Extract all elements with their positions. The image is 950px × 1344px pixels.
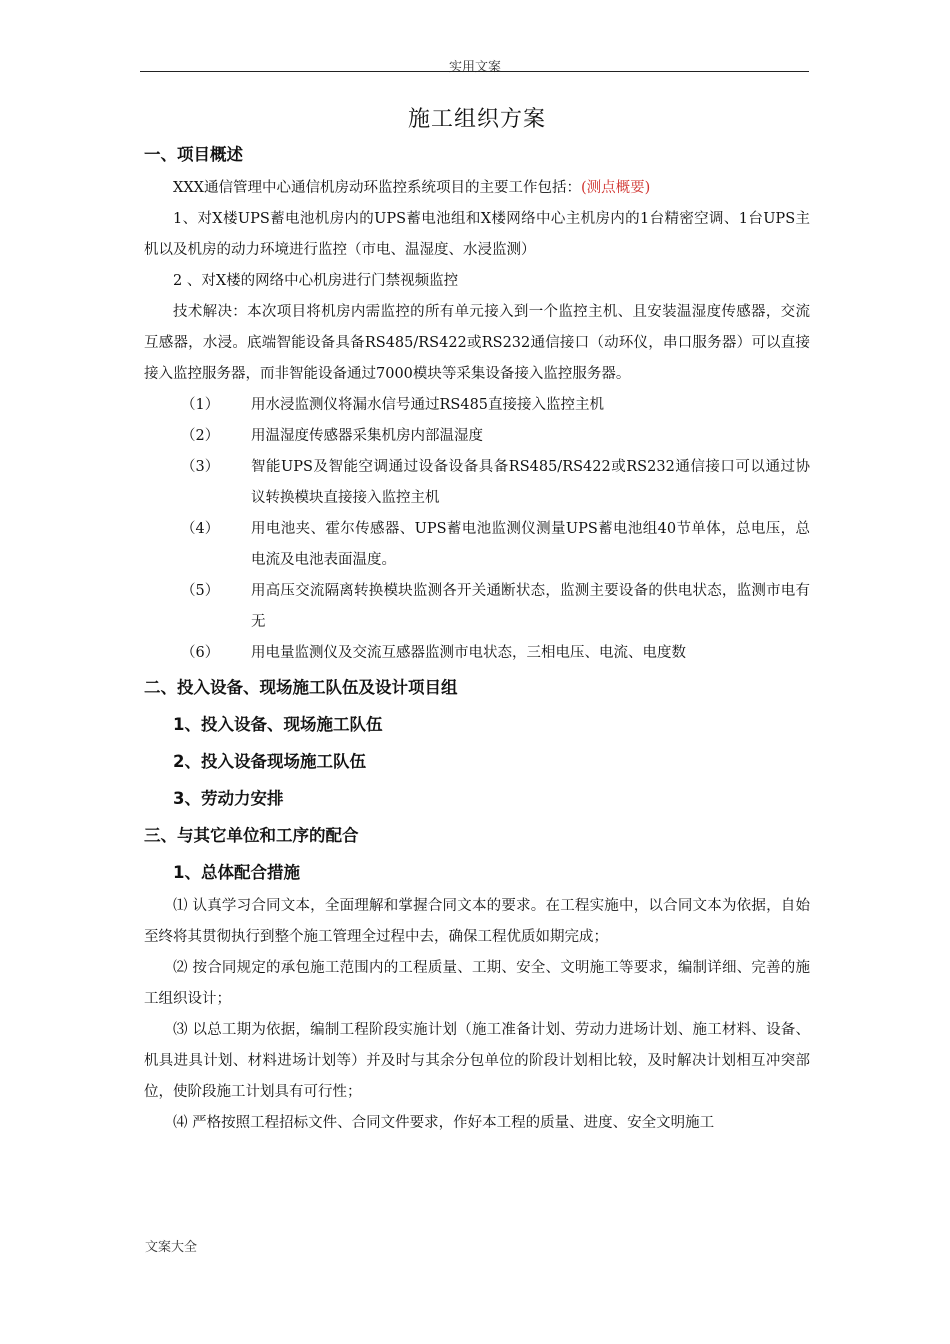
list-item xyxy=(144,514,810,576)
list-item-number: （2） xyxy=(181,428,220,444)
paragraph-technical-solution: 技术解决：本次项目将机房内需监控的所有单元接入到一个监控主机、且安装温湿度传感器，交流互感器，水浸。底端智能设备具备RS485/RS422或RS232通信接口（动环仪，串口服务器）可以直接接入监控服务器，而非智能设备通过7000模块等采集设备接入监控服务器。 xyxy=(144,304,810,382)
list-item-text: 智能UPS及智能空调通过设备设备具备RS485/RS422或RS232通信接口可以通过协议转换模块直接接入监控主机 xyxy=(251,459,810,506)
list-item-text: 用电池夹、霍尔传感器、UPS蓄电池监测仪测量UPS蓄电池组40节单体，总电压，总电流及电池表面温度。 xyxy=(251,521,810,568)
list-item-number: （4） xyxy=(181,521,220,537)
measure-paragraph: ⑴ 认真学习合同文本，全面理解和掌握合同文本的要求。在工程实施中，以合同文本为依据，自始至终将其贯彻执行到整个施工管理全过程中去，确保工程优质如期完成； xyxy=(144,898,810,945)
section-heading-1: 一、项目概述 xyxy=(144,145,243,164)
header-divider xyxy=(140,71,809,72)
list-item-text: 用温湿度传感器采集机房内部温湿度 xyxy=(251,428,483,444)
subsection-heading: 3、劳动力安排 xyxy=(173,789,284,808)
paragraph-scope-1: 1、对X楼UPS蓄电池机房内的UPS蓄电池组和X楼网络中心主机房内的1台精密空调、1台UPS主机以及机房的动力环境进行监控（市电、温湿度、水浸监测） xyxy=(144,211,810,258)
section-heading-3: 三、与其它单位和工序的配合 xyxy=(144,826,359,845)
list-item-text: 用高压交流隔离转换模块监测各开关通断状态，监测主要设备的供电状态，监测市电有无 xyxy=(251,583,810,630)
list-item-number: （3） xyxy=(181,459,220,475)
list-item-text: 用电量监测仪及交流互感器监测市电状态，三相电压、电流、电度数 xyxy=(251,645,686,661)
list-item xyxy=(144,421,810,452)
list-item-number: （6） xyxy=(181,645,220,661)
list-item xyxy=(144,390,810,421)
list-item-text: 用水浸监测仪将漏水信号通过RS485直接接入监控主机 xyxy=(251,397,605,413)
measure-paragraph: ⑶ 以总工期为依据，编制工程阶段实施计划（施工准备计划、劳动力进场计划、施工材料、设备、机具进具计划、材料进场计划等）并及时与其余分包单位的阶段计划相比较，及时解决计划相互冲突部位，使阶段施工计划具有可行性； xyxy=(144,1022,810,1100)
intro-text: XXX通信管理中心通信机房动环监控系统项目的主要工作包括： xyxy=(173,180,581,196)
list-item xyxy=(144,576,810,638)
document-title: 施工组织方案 xyxy=(407,107,546,132)
document-body xyxy=(144,104,810,1139)
subsection-heading: 2、投入设备现场施工队伍 xyxy=(173,752,366,771)
paragraph-scope-2: 2 、对X楼的网络中心机房进行门禁视频监控 xyxy=(173,273,459,289)
page-footer: 文案大全 xyxy=(145,1240,198,1255)
intro-paragraph xyxy=(144,173,810,204)
measure-paragraph: ⑵ 按合同规定的承包施工范围内的工程质量、工期、安全、文明施工等要求，编制详细、完善的施工组织设计； xyxy=(144,960,810,1007)
measure-paragraph: ⑷ 严格按照工程招标文件、合同文件要求，作好本工程的质量、进度、安全文明施工 xyxy=(173,1115,715,1131)
list-item xyxy=(144,452,810,514)
list-item xyxy=(144,638,810,669)
intro-note: (测点概要) xyxy=(580,180,651,196)
list-item-number: （5） xyxy=(181,583,220,599)
page-header: 实用文案 xyxy=(448,60,501,75)
subsection-heading: 1、投入设备、现场施工队伍 xyxy=(173,715,383,734)
subsection-heading: 1、总体配合措施 xyxy=(173,863,300,882)
list-item-number: （1） xyxy=(181,397,220,413)
section-heading-2: 二、投入设备、现场施工队伍及设计项目组 xyxy=(144,678,458,697)
